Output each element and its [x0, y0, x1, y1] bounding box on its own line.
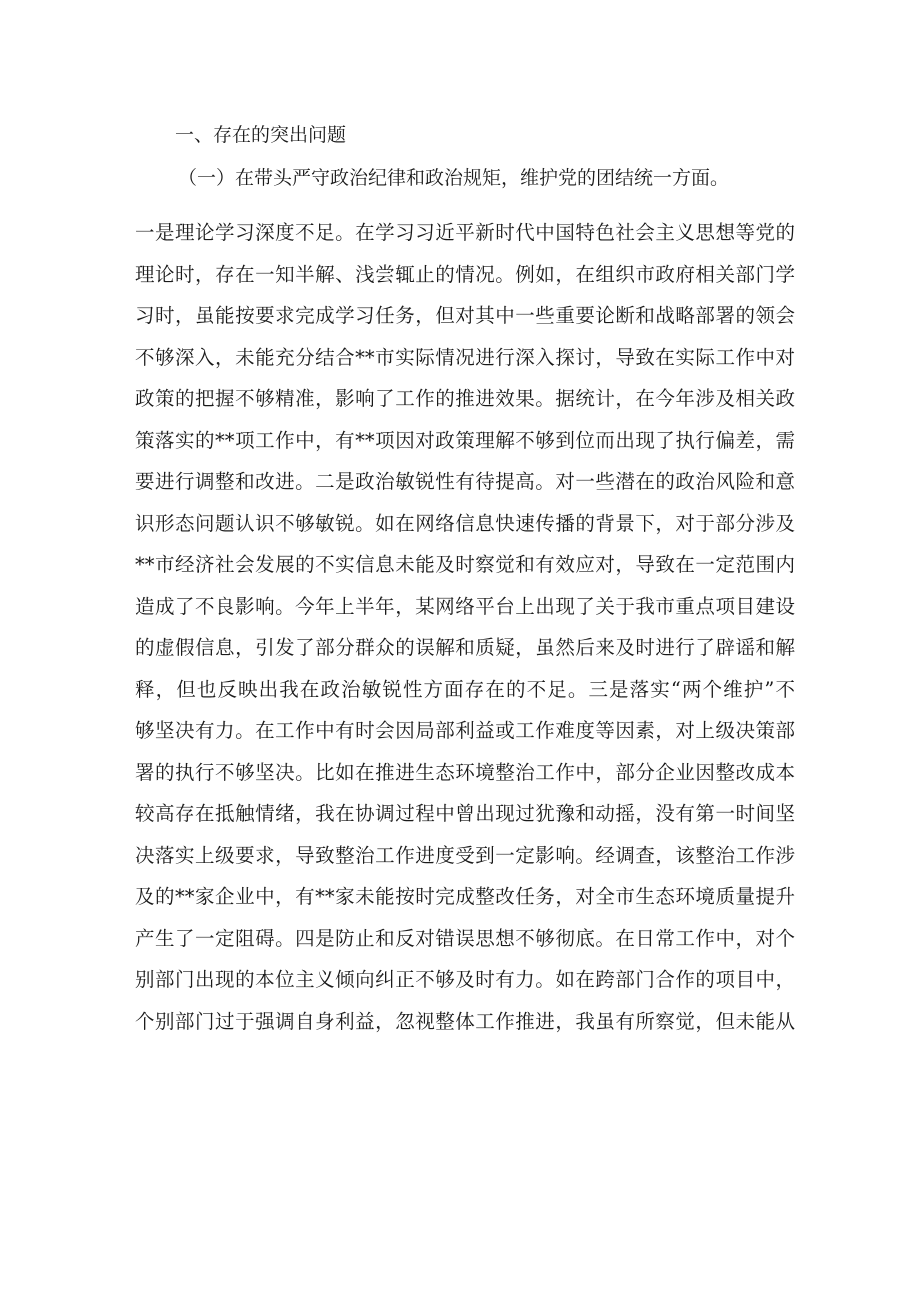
- body-line: 产生了一定阻碍。四是防止和反对错误思想不够彻底。在日常工作中，对个: [135, 926, 795, 950]
- body-line: 别部门出现的本位主义倾向纠正不够及时有力。如在跨部门合作的项目中，: [135, 968, 795, 991]
- body-line: 及的**家企业中，有**家未能按时完成整改任务，对全市生态环境质量提升: [135, 885, 795, 908]
- body-line: 政策的把握不够精准，影响了工作的推进效果。据统计，在今年涉及相关政: [135, 387, 795, 410]
- body-line: 一是理论学习深度不足。在学习习近平新时代中国特色社会主义思想等党的: [135, 221, 795, 244]
- body-line: 识形态问题认识不够敏锐。如在网络信息快速传播的背景下，对于部分涉及: [135, 511, 795, 535]
- body-line: 的虚假信息，引发了部分群众的误解和质疑，虽然后来及时进行了辟谣和解: [135, 636, 795, 659]
- body-line: 造成了不良影响。今年上半年，某网络平台上出现了关于我市重点项目建设: [135, 594, 795, 618]
- body-line: 释，但也反映出我在政治敏锐性方面存在的不足。三是落实“两个维护”不: [135, 677, 795, 701]
- body-line: 理论时，存在一知半解、浅尝辄止的情况。例如，在组织市政府相关部门学: [135, 262, 795, 286]
- body-paragraph: [135, 212, 795, 1042]
- body-line: 个别部门过于强调自身利益，忽视整体工作推进，我虽有所察觉，但未能从: [135, 1009, 795, 1033]
- body-line: 策落实的**项工作中，有**项因对政策理解不够到位而出现了执行偏差，需: [135, 428, 795, 452]
- body-line: 习时，虽能按要求完成学习任务，但对其中一些重要论断和战略部署的领会: [135, 304, 795, 327]
- body-line: 署的执行不够坚决。比如在推进生态环境整治工作中，部分企业因整改成本: [135, 760, 795, 784]
- section-heading: 一、存在的突出问题: [175, 124, 347, 146]
- body-line: 较高存在抵触情绪，我在协调过程中曾出现过犹豫和动摇，没有第一时间坚: [135, 802, 795, 825]
- body-line: 要进行调整和改进。二是政治敏锐性有待提高。对一些潜在的政治风险和意: [135, 470, 795, 493]
- subsection-heading: （一）在带头严守政治纪律和政治规矩，维护党的团结统一方面。: [178, 167, 730, 189]
- body-line: 决落实上级要求，导致整治工作进度受到一定影响。经调查，该整治工作涉: [135, 843, 795, 867]
- body-line: 不够深入，未能充分结合**市实际情况进行深入探讨，导致在实际工作中对: [135, 345, 795, 369]
- body-line: 够坚决有力。在工作中有时会因局部利益或工作难度等因素，对上级决策部: [135, 719, 795, 742]
- body-line: **市经济社会发展的不实信息未能及时察觉和有效应对，导致在一定范围内: [135, 553, 795, 576]
